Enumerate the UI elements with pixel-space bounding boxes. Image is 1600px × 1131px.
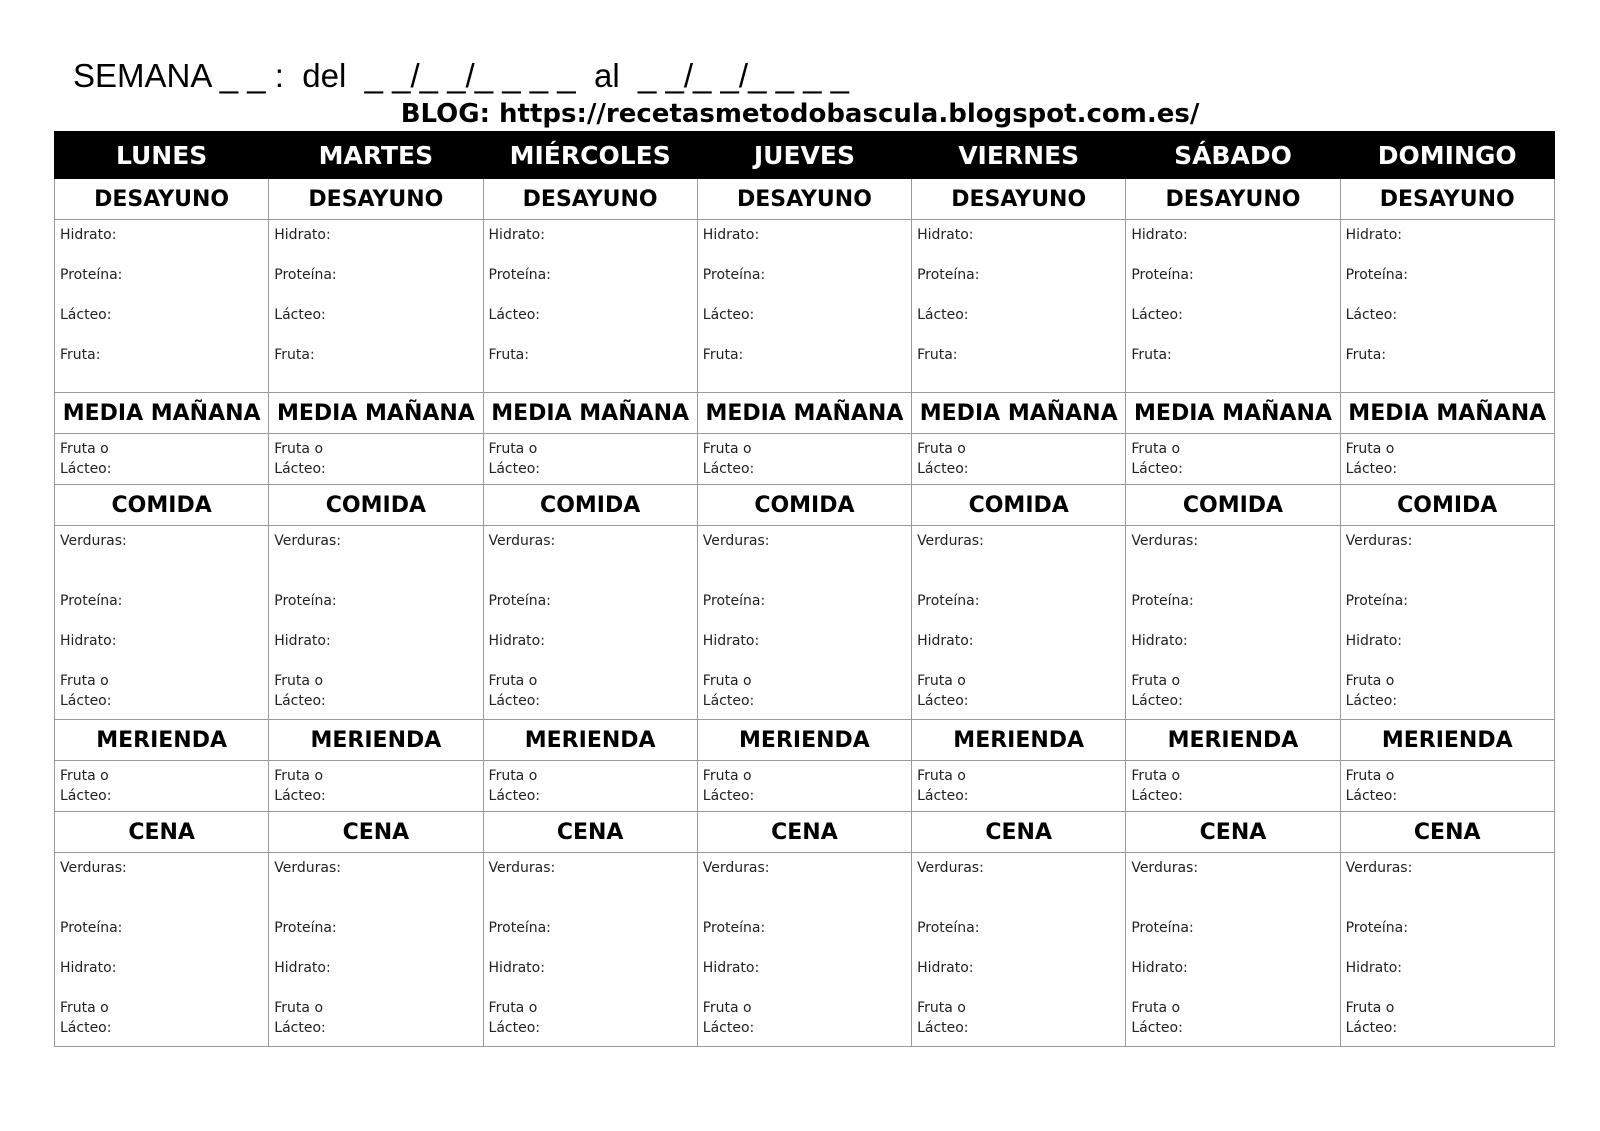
- meal-title-viernes: DESAYUNO: [912, 179, 1126, 220]
- entry-labels: [269, 526, 482, 709]
- entry-label: Fruta:: [1131, 347, 1172, 363]
- meal-title-martes: COMIDA: [269, 485, 483, 526]
- entry-label: Lácteo:: [488, 307, 540, 323]
- meal-title-miercoles: DESAYUNO: [483, 179, 697, 220]
- meal-title-jueves: DESAYUNO: [697, 179, 911, 220]
- entry-label: Hidrato:: [60, 227, 117, 243]
- day-header-miercoles: MIÉRCOLES: [483, 132, 697, 179]
- entry-label: Lácteo:: [488, 461, 540, 477]
- entry-label: Proteína:: [702, 920, 766, 936]
- entry-label: Fruta o: [1345, 673, 1395, 689]
- entry-labels: [698, 853, 911, 1036]
- entry-labels: [1341, 761, 1554, 804]
- entry-label: Fruta o: [274, 441, 324, 457]
- entry-label: Hidrato:: [60, 633, 117, 649]
- entry-label: Fruta o: [702, 1000, 752, 1016]
- entry-label: Verduras:: [917, 860, 984, 876]
- entry-label: Hidrato:: [1131, 633, 1188, 649]
- entry-label: Lácteo:: [60, 788, 112, 804]
- entry-label: Verduras:: [60, 533, 127, 549]
- entry-labels: [55, 434, 268, 477]
- blog-url: BLOG: https://recetasmetodobascula.blogspot.com.es/: [400, 99, 1200, 129]
- meal-title-sabado: MERIENDA: [1126, 720, 1340, 761]
- meal-header-row: [55, 393, 1555, 434]
- entry-label: Proteína:: [1131, 593, 1194, 609]
- entry-label: Hidrato:: [1345, 227, 1403, 243]
- meal-entry-cell-domingo[interactable]: [1340, 526, 1554, 720]
- entry-label: Fruta o: [917, 768, 966, 784]
- meal-title-sabado: MEDIA MAÑANA: [1126, 393, 1340, 434]
- entry-label: Fruta:: [488, 347, 529, 363]
- entry-labels: [698, 434, 911, 477]
- meal-entry-cell-jueves[interactable]: [697, 853, 911, 1047]
- entry-label: Lácteo:: [60, 307, 112, 323]
- meal-title-miercoles: CENA: [483, 812, 697, 853]
- meal-title-martes: MEDIA MAÑANA: [269, 393, 483, 434]
- entry-label: Lácteo:: [917, 461, 969, 477]
- entry-label: Fruta o: [917, 441, 966, 457]
- meal-title-viernes: MERIENDA: [912, 720, 1126, 761]
- meal-entry-cell-viernes[interactable]: [912, 220, 1126, 393]
- entry-labels: [698, 761, 911, 804]
- meal-entry-cell-martes[interactable]: [269, 761, 483, 812]
- entry-label: Fruta o: [488, 768, 538, 784]
- entry-label: Proteína:: [1345, 920, 1408, 936]
- entry-label: Fruta o: [1345, 1000, 1395, 1016]
- entry-label: Fruta:: [274, 347, 315, 363]
- day-header-lunes: LUNES: [55, 132, 269, 179]
- day-header-domingo: DOMINGO: [1340, 132, 1554, 179]
- entry-label: Fruta o: [1131, 441, 1181, 457]
- meal-title-martes: DESAYUNO: [269, 179, 483, 220]
- entry-label: Hidrato:: [917, 960, 974, 976]
- meal-entry-cell-viernes[interactable]: [912, 526, 1126, 720]
- meal-title-miercoles: COMIDA: [483, 485, 697, 526]
- entry-label: Fruta o: [488, 673, 538, 689]
- entry-label: Lácteo:: [917, 788, 969, 804]
- meal-title-lunes: COMIDA: [55, 485, 269, 526]
- entry-label: Fruta o: [702, 673, 752, 689]
- entry-labels: [912, 526, 1125, 709]
- entry-label: Fruta o: [1345, 768, 1395, 784]
- day-header-row: [55, 132, 1555, 179]
- meal-title-domingo: MEDIA MAÑANA: [1340, 393, 1554, 434]
- entry-label: Proteína:: [488, 593, 551, 609]
- entry-label: Hidrato:: [1345, 633, 1403, 649]
- meal-entry-cell-domingo[interactable]: [1340, 220, 1554, 393]
- day-header-jueves: JUEVES: [697, 132, 911, 179]
- entry-label: Lácteo:: [702, 693, 755, 709]
- entry-label: Hidrato:: [274, 960, 331, 976]
- meal-title-viernes: MEDIA MAÑANA: [912, 393, 1126, 434]
- entry-label: Lácteo:: [60, 461, 112, 477]
- entry-labels: [1126, 526, 1339, 709]
- meal-title-sabado: COMIDA: [1126, 485, 1340, 526]
- meal-title-domingo: DESAYUNO: [1340, 179, 1554, 220]
- entry-label: Proteína:: [702, 593, 766, 609]
- meal-cells-row: [55, 526, 1555, 720]
- entry-labels: [698, 526, 911, 709]
- entry-label: Lácteo:: [917, 1020, 969, 1036]
- meal-entry-cell-sabado[interactable]: [1126, 853, 1340, 1047]
- day-header-sabado: SÁBADO: [1126, 132, 1340, 179]
- entry-label: Lácteo:: [488, 788, 540, 804]
- meal-entry-cell-martes[interactable]: [269, 220, 483, 393]
- meal-title-viernes: COMIDA: [912, 485, 1126, 526]
- meal-entry-cell-domingo[interactable]: [1340, 761, 1554, 812]
- entry-label: Lácteo:: [274, 307, 326, 323]
- entry-label: Lácteo:: [1131, 1020, 1183, 1036]
- entry-label: Hidrato:: [1131, 960, 1188, 976]
- entry-labels: [1341, 526, 1554, 709]
- entry-label: Fruta o: [60, 673, 109, 689]
- entry-label: Lácteo:: [702, 461, 755, 477]
- entry-label: Hidrato:: [488, 960, 545, 976]
- entry-labels: [484, 220, 697, 363]
- entry-label: Fruta:: [60, 347, 101, 363]
- meal-entry-cell-lunes[interactable]: [55, 761, 269, 812]
- entry-label: Lácteo:: [1345, 788, 1398, 804]
- meal-entry-cell-viernes[interactable]: [912, 853, 1126, 1047]
- meal-entry-cell-jueves[interactable]: [697, 761, 911, 812]
- entry-label: Hidrato:: [488, 633, 545, 649]
- entry-label: Lácteo:: [1131, 307, 1183, 323]
- entry-labels: [1126, 434, 1339, 477]
- entry-label: Lácteo:: [1345, 307, 1398, 323]
- meal-entry-cell-miercoles[interactable]: [483, 761, 697, 812]
- entry-label: Hidrato:: [274, 227, 331, 243]
- meal-entry-cell-sabado[interactable]: [1126, 526, 1340, 720]
- meal-header-row: [55, 812, 1555, 853]
- entry-label: Fruta o: [274, 673, 324, 689]
- entry-label: Hidrato:: [488, 227, 545, 243]
- meal-title-lunes: MERIENDA: [55, 720, 269, 761]
- entry-label: Fruta:: [1345, 347, 1387, 363]
- entry-label: Fruta:: [702, 347, 744, 363]
- entry-labels: [912, 220, 1125, 363]
- entry-label: Lácteo:: [1131, 461, 1183, 477]
- meal-entry-cell-viernes[interactable]: [912, 761, 1126, 812]
- meal-entry-cell-sabado[interactable]: [1126, 761, 1340, 812]
- entry-label: Hidrato:: [274, 633, 331, 649]
- entry-label: Fruta o: [917, 1000, 966, 1016]
- meal-entry-cell-domingo[interactable]: [1340, 434, 1554, 485]
- entry-label: Proteína:: [488, 267, 551, 283]
- meal-title-miercoles: MEDIA MAÑANA: [483, 393, 697, 434]
- entry-label: Lácteo:: [1345, 1020, 1398, 1036]
- entry-label: Fruta o: [1131, 1000, 1181, 1016]
- entry-label: Verduras:: [1131, 533, 1199, 549]
- entry-label: Proteína:: [60, 267, 123, 283]
- meal-cells-row: [55, 220, 1555, 393]
- meal-title-jueves: MERIENDA: [697, 720, 911, 761]
- entry-label: Fruta o: [274, 768, 324, 784]
- meal-entry-cell-martes[interactable]: [269, 526, 483, 720]
- entry-labels: [269, 761, 482, 804]
- meal-entry-cell-jueves[interactable]: [697, 220, 911, 393]
- meal-cells-row: [55, 853, 1555, 1047]
- entry-label: Lácteo:: [1345, 693, 1398, 709]
- day-header-martes: MARTES: [269, 132, 483, 179]
- entry-label: Lácteo:: [274, 693, 326, 709]
- entry-labels: [55, 853, 268, 1036]
- meal-title-sabado: CENA: [1126, 812, 1340, 853]
- entry-label: Proteína:: [1345, 267, 1408, 283]
- entry-labels: [912, 853, 1125, 1036]
- entry-label: Hidrato:: [1131, 227, 1188, 243]
- meal-entry-cell-miercoles[interactable]: [483, 853, 697, 1047]
- entry-label: Fruta o: [702, 441, 752, 457]
- entry-labels: [698, 220, 911, 363]
- meal-title-miercoles: MERIENDA: [483, 720, 697, 761]
- entry-label: Lácteo:: [917, 307, 969, 323]
- meal-title-lunes: MEDIA MAÑANA: [55, 393, 269, 434]
- meal-title-sabado: DESAYUNO: [1126, 179, 1340, 220]
- entry-label: Proteína:: [274, 267, 337, 283]
- entry-label: Proteína:: [60, 920, 123, 936]
- entry-label: Fruta o: [1131, 768, 1181, 784]
- meal-cells-row: [55, 434, 1555, 485]
- entry-label: Lácteo:: [274, 1020, 326, 1036]
- entry-labels: [269, 220, 482, 363]
- meal-entry-cell-lunes[interactable]: [55, 220, 269, 393]
- entry-label: Lácteo:: [702, 1020, 755, 1036]
- meal-entry-cell-sabado[interactable]: [1126, 434, 1340, 485]
- entry-label: Hidrato:: [1345, 960, 1403, 976]
- meal-title-jueves: MEDIA MAÑANA: [697, 393, 911, 434]
- meal-title-domingo: MERIENDA: [1340, 720, 1554, 761]
- entry-label: Verduras:: [274, 860, 341, 876]
- meal-entry-cell-viernes[interactable]: [912, 434, 1126, 485]
- entry-labels: [1341, 220, 1554, 363]
- entry-labels: [269, 434, 482, 477]
- entry-label: Proteína:: [274, 920, 337, 936]
- meal-title-martes: CENA: [269, 812, 483, 853]
- entry-label: Fruta o: [1131, 673, 1181, 689]
- entry-label: Hidrato:: [702, 227, 760, 243]
- entry-label: Fruta o: [488, 1000, 538, 1016]
- entry-labels: [1126, 853, 1339, 1036]
- meal-entry-cell-lunes[interactable]: [55, 434, 269, 485]
- meal-title-jueves: COMIDA: [697, 485, 911, 526]
- meal-title-domingo: CENA: [1340, 812, 1554, 853]
- entry-label: Verduras:: [702, 860, 770, 876]
- entry-label: Lácteo:: [488, 693, 540, 709]
- entry-label: Lácteo:: [702, 788, 755, 804]
- meal-entry-cell-miercoles[interactable]: [483, 220, 697, 393]
- meal-title-lunes: CENA: [55, 812, 269, 853]
- meal-entry-cell-lunes[interactable]: [55, 853, 269, 1047]
- meal-header-row: [55, 485, 1555, 526]
- entry-labels: [1126, 220, 1339, 363]
- meal-entry-cell-miercoles[interactable]: [483, 526, 697, 720]
- meal-entry-cell-miercoles[interactable]: [483, 434, 697, 485]
- entry-labels: [484, 761, 697, 804]
- entry-label: Proteína:: [274, 593, 337, 609]
- entry-labels: [1341, 434, 1554, 477]
- entry-label: Proteína:: [1345, 593, 1408, 609]
- entry-label: Fruta o: [917, 673, 966, 689]
- entry-label: Lácteo:: [274, 788, 326, 804]
- entry-label: Lácteo:: [60, 693, 112, 709]
- entry-label: Verduras:: [488, 860, 556, 876]
- entry-labels: [269, 853, 482, 1036]
- meal-title-domingo: COMIDA: [1340, 485, 1554, 526]
- entry-label: Verduras:: [1345, 860, 1413, 876]
- entry-label: Verduras:: [917, 533, 984, 549]
- entry-labels: [912, 434, 1125, 477]
- entry-label: Fruta o: [60, 441, 109, 457]
- entry-label: Proteína:: [1131, 267, 1194, 283]
- entry-label: Hidrato:: [60, 960, 117, 976]
- entry-label: Lácteo:: [1131, 788, 1183, 804]
- weekly-meal-planner-table: [54, 131, 1555, 1047]
- meal-entry-cell-domingo[interactable]: [1340, 853, 1554, 1047]
- meal-entry-cell-sabado[interactable]: [1126, 220, 1340, 393]
- meal-entry-cell-martes[interactable]: [269, 434, 483, 485]
- entry-label: Lácteo:: [1345, 461, 1398, 477]
- meal-title-jueves: CENA: [697, 812, 911, 853]
- entry-label: Verduras:: [1131, 860, 1199, 876]
- entry-label: Fruta o: [60, 768, 109, 784]
- entry-labels: [1341, 853, 1554, 1036]
- entry-labels: [484, 434, 697, 477]
- entry-labels: [55, 526, 268, 709]
- entry-label: Proteína:: [917, 593, 980, 609]
- entry-labels: [55, 761, 268, 804]
- entry-label: Proteína:: [917, 267, 980, 283]
- entry-label: Proteína:: [488, 920, 551, 936]
- entry-label: Lácteo:: [274, 461, 326, 477]
- meal-header-row: [55, 720, 1555, 761]
- entry-labels: [55, 220, 268, 363]
- entry-labels: [912, 761, 1125, 804]
- meal-title-lunes: DESAYUNO: [55, 179, 269, 220]
- entry-labels: [1126, 761, 1339, 804]
- entry-label: Fruta o: [702, 768, 752, 784]
- meal-title-martes: MERIENDA: [269, 720, 483, 761]
- week-date-line: SEMANA _ _ : del _ _/_ _/_ _ _ _ al _ _/_ _/_ _ _ _: [73, 57, 849, 94]
- meal-cells-row: [55, 761, 1555, 812]
- meal-header-row: [55, 179, 1555, 220]
- entry-label: Hidrato:: [917, 633, 974, 649]
- entry-labels: [484, 526, 697, 709]
- entry-label: Verduras:: [488, 533, 556, 549]
- entry-label: Fruta o: [1345, 441, 1395, 457]
- entry-label: Hidrato:: [702, 960, 760, 976]
- meal-entry-cell-jueves[interactable]: [697, 434, 911, 485]
- entry-label: Verduras:: [60, 860, 127, 876]
- entry-label: Lácteo:: [917, 693, 969, 709]
- entry-label: Verduras:: [702, 533, 770, 549]
- entry-label: Proteína:: [60, 593, 123, 609]
- entry-label: Lácteo:: [60, 1020, 112, 1036]
- entry-labels: [484, 853, 697, 1036]
- entry-label: Lácteo:: [488, 1020, 540, 1036]
- meal-title-viernes: CENA: [912, 812, 1126, 853]
- entry-label: Fruta o: [488, 441, 538, 457]
- entry-label: Hidrato:: [917, 227, 974, 243]
- entry-label: Proteína:: [917, 920, 980, 936]
- entry-label: Verduras:: [274, 533, 341, 549]
- entry-label: Fruta:: [917, 347, 958, 363]
- meal-entry-cell-martes[interactable]: [269, 853, 483, 1047]
- entry-label: Hidrato:: [702, 633, 760, 649]
- entry-label: Lácteo:: [1131, 693, 1183, 709]
- meal-entry-cell-lunes[interactable]: [55, 526, 269, 720]
- entry-label: Lácteo:: [702, 307, 755, 323]
- entry-label: Verduras:: [1345, 533, 1413, 549]
- meal-entry-cell-jueves[interactable]: [697, 526, 911, 720]
- day-header-viernes: VIERNES: [912, 132, 1126, 179]
- entry-label: Proteína:: [1131, 920, 1194, 936]
- entry-label: Fruta o: [60, 1000, 109, 1016]
- entry-label: Fruta o: [274, 1000, 324, 1016]
- entry-label: Proteína:: [702, 267, 766, 283]
